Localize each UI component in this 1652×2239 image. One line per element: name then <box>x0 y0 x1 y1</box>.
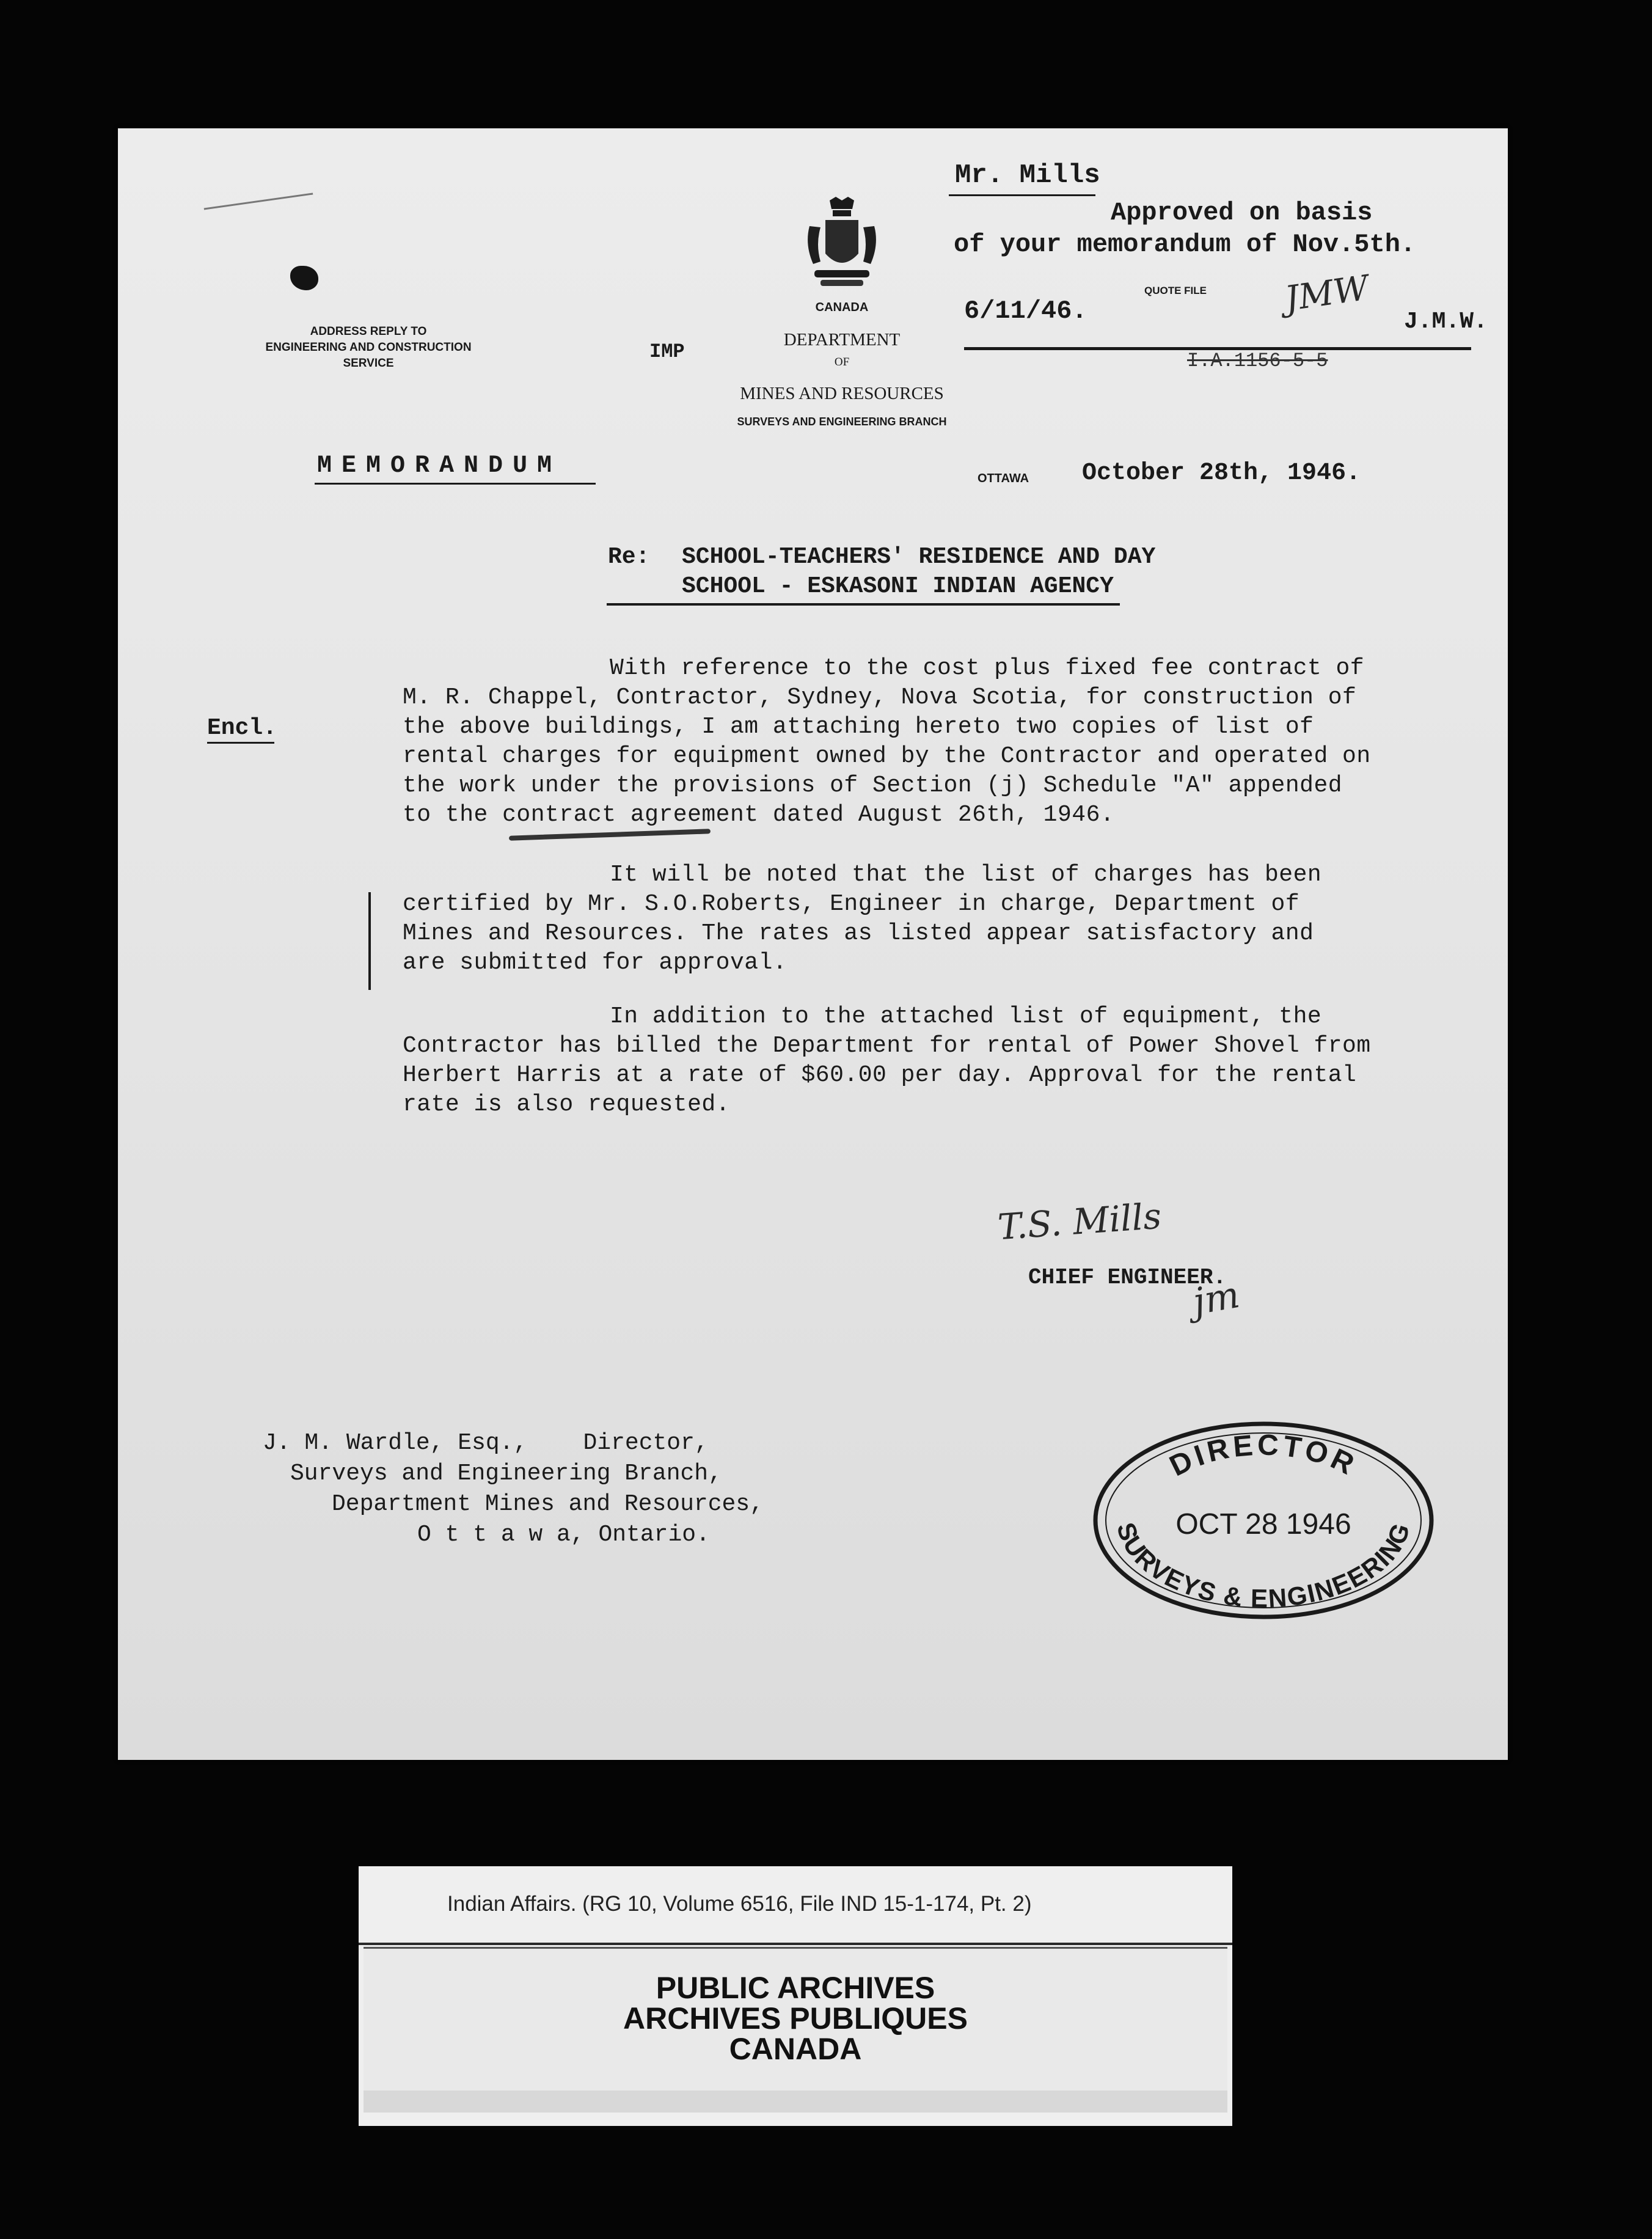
memo-title-underline <box>315 483 596 485</box>
subject-line-2: SCHOOL - ESKASONI INDIAN AGENCY <box>682 573 1114 599</box>
para-3-line-3: Herbert Harris at a rate of $60.00 per day. Approval for the rental <box>403 1062 1357 1088</box>
para-1-line-3: the above buildings, I am attaching hereto two copies of list of <box>403 714 1314 740</box>
signature-title: CHIEF ENGINEER. <box>1028 1265 1227 1290</box>
memo-title: MEMORANDUM <box>317 452 562 480</box>
letterhead-country: CANADA <box>815 301 869 314</box>
coat-of-arms-icon <box>802 196 882 290</box>
address-reply-line-3: SERVICE <box>343 357 394 370</box>
stamp-bottom-text: SURVEYS & ENGINEERING <box>1111 1519 1416 1613</box>
chief-engineer-signature: T.S. Mills <box>996 1195 1163 1248</box>
typist-initials: jm <box>1190 1273 1243 1324</box>
memo-document <box>118 128 1508 1760</box>
archive-line-1: PUBLIC ARCHIVES <box>656 1971 935 2005</box>
memo-date: October 28th, 1946. <box>1082 460 1361 487</box>
archive-reference: Indian Affairs. (RG 10, Volume 6516, File IND 15-1-174, Pt. 2) <box>447 1892 1032 1916</box>
annotation-approved-2: of your memorandum of Nov.5th. <box>954 230 1416 259</box>
para-2-line-1: It will be noted that the list of charges has been <box>610 862 1322 888</box>
para-3-line-1: In addition to the attached list of equipment, the <box>610 1003 1322 1030</box>
para-1-line-2: M. R. Chappel, Contractor, Sydney, Nova Scotia, for construction of <box>403 684 1357 711</box>
letterhead-of: OF <box>834 356 850 368</box>
quote-file-label: QUOTE FILE <box>1144 285 1207 296</box>
file-reference: I.A.1156-5-5 <box>1187 350 1328 372</box>
annotation-initials: J.M.W. <box>1404 309 1488 335</box>
letterhead-branch: SURVEYS AND ENGINEERING BRANCH <box>737 416 947 428</box>
place-label: OTTAWA <box>978 472 1029 485</box>
stamp-date: OCT 28 1946 <box>1175 1508 1351 1541</box>
addressee-line-3: Department Mines and Resources, <box>332 1491 764 1517</box>
para-1-line-6: to the contract agreement dated August 26th, 1946. <box>403 802 1115 828</box>
para-3-line-4: rate is also requested. <box>403 1091 730 1118</box>
addressee-line-2: Surveys and Engineering Branch, <box>290 1460 722 1487</box>
imp-stamp: IMP <box>649 340 685 363</box>
archive-line-3: CANADA <box>729 2032 862 2066</box>
margin-scratch <box>204 192 313 210</box>
annotation-signature: JMW <box>1282 268 1372 320</box>
margin-bar <box>368 892 371 990</box>
para-2-line-3: Mines and Resources. The rates as listed appear satisfactory and <box>403 920 1314 947</box>
annotation-approved-1: Approved on basis <box>1111 198 1373 227</box>
letterhead-department: DEPARTMENT <box>783 330 901 350</box>
label-shade <box>364 2091 1227 2113</box>
addressee-line-4: O t t a w a, Ontario. <box>417 1522 710 1548</box>
archive-label <box>359 1866 1232 2126</box>
addressee-line-1: J. M. Wardle, Esq., Director, <box>263 1430 709 1456</box>
ink-blot <box>290 266 318 290</box>
subject-underline <box>607 603 1120 606</box>
annotation-to-underline <box>949 194 1095 196</box>
annotation-to: Mr. Mills <box>955 160 1100 191</box>
para-2-line-4: are submitted for approval. <box>403 950 788 976</box>
subject-line-1: SCHOOL-TEACHERS' RESIDENCE AND DAY <box>682 544 1156 570</box>
pencil-underline <box>509 829 711 841</box>
para-1-line-5: the work under the provisions of Section (j) Schedule "A" appended <box>403 772 1343 799</box>
para-1-line-1: With reference to the cost plus fixed fee contract of <box>610 655 1365 681</box>
archive-line-2: ARCHIVES PUBLIQUES <box>623 2001 968 2036</box>
para-3-line-2: Contractor has billed the Department for rental of Power Shovel from <box>403 1033 1371 1059</box>
address-reply-line-1: ADDRESS REPLY TO <box>310 325 427 338</box>
address-reply-line-2: ENGINEERING AND CONSTRUCTION <box>265 341 472 354</box>
para-2-line-2: certified by Mr. S.O.Roberts, Engineer in charge, Department of <box>403 891 1300 917</box>
letterhead-ministry: MINES AND RESOURCES <box>740 384 944 403</box>
re-label: Re: <box>608 544 650 570</box>
director-stamp <box>1089 1418 1438 1622</box>
label-divider <box>359 1943 1232 1945</box>
para-1-line-4: rental charges for equipment owned by the Contractor and operated on <box>403 743 1371 769</box>
annotation-date: 6/11/46. <box>964 296 1087 326</box>
stamp-top-text: DIRECTOR <box>1164 1429 1362 1483</box>
enclosure-note: Encl. <box>207 715 277 741</box>
enclosure-underline <box>207 742 274 744</box>
